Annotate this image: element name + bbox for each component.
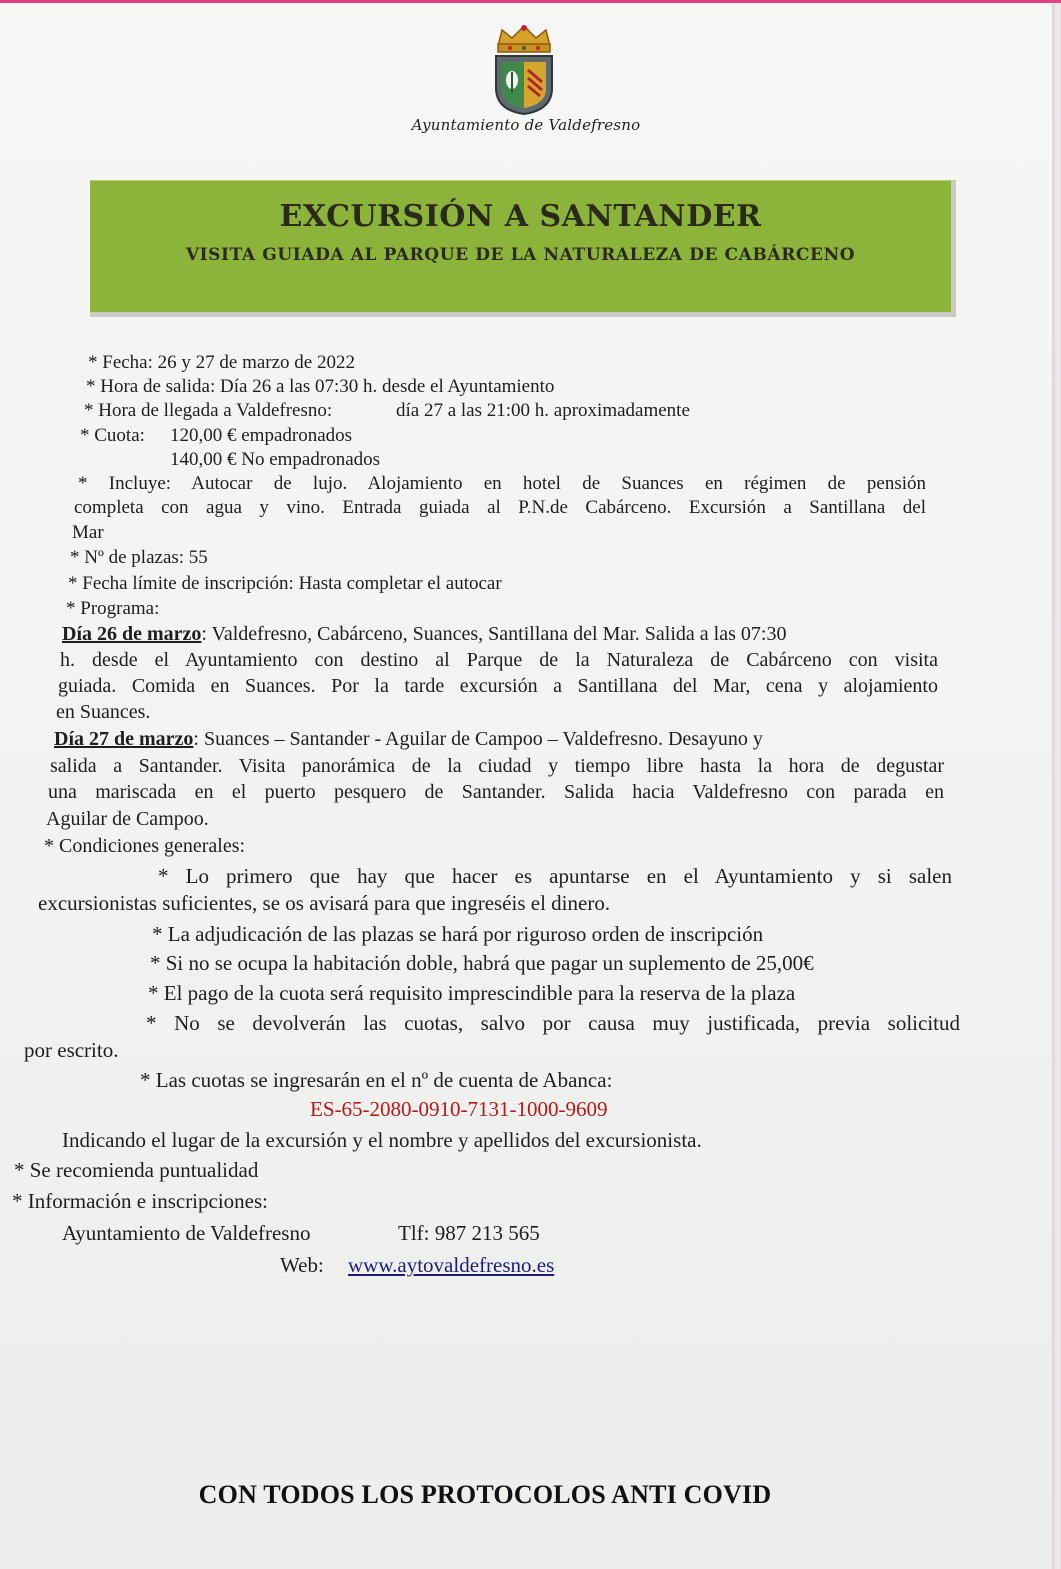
- detail-llegada-label: * Hora de llegada a Valdefresno:: [84, 400, 333, 421]
- program-day1-line3: guiada. Comida en Suances. Por la tarde excursión a Santillana del Mar, cena y alojamiento: [58, 675, 938, 697]
- program-day2-label: Día 27 de marzo: [54, 728, 194, 750]
- condition-1-line2: excursionistas suficientes, se os avisará para que ingreséis el dinero.: [38, 891, 611, 915]
- condition-2: * La adjudicación de las plazas se hará por riguroso orden de inscripción: [152, 922, 764, 946]
- page-subtitle: VISITA GUIADA AL PARQUE DE LA NATURALEZA DE CABÁRCENO: [185, 245, 856, 265]
- punctuality-note: * Se recomienda puntualidad: [14, 1158, 259, 1182]
- program-day2-line4: Aguilar de Campoo.: [46, 808, 209, 830]
- detail-llegada-value: día 27 a las 21:00 h. aproximadamente: [396, 400, 690, 421]
- program-day2-line2: salida a Santander. Visita panorámica de la ciudad y tiempo libre hasta la hora de degustar: [50, 755, 944, 777]
- detail-plazas: * Nº de plazas: 55: [70, 547, 208, 568]
- account-note: Indicando el lugar de la excursión y el nombre y apellidos del excursionista.: [62, 1128, 702, 1152]
- municipal-coat-of-arms-icon: [492, 22, 556, 116]
- program-day1-line2: h. desde el Ayuntamiento con destino al Parque de la Naturaleza de Cabárceno con visita: [60, 649, 938, 671]
- account-number: ES-65-2080-0910-7131-1000-9609: [310, 1097, 608, 1121]
- footer-covid-note: CON TODOS LOS PROTOCOLOS ANTI COVID: [198, 1480, 772, 1509]
- detail-salida: * Hora de salida: Día 26 a las 07:30 h. desde el Ayuntamiento: [86, 376, 555, 397]
- web-label: Web:: [280, 1253, 324, 1277]
- condition-3: * Si no se ocupa la habitación doble, habrá que pagar un suplemento de 25,00€: [150, 951, 814, 975]
- background-strip: [0, 0, 1061, 3]
- condition-1-line1: * Lo primero que hay que hacer es apuntarse en el Ayuntamiento y si salen: [158, 864, 952, 888]
- account-intro: * Las cuotas se ingresarán en el nº de cuenta de Abanca:: [140, 1068, 613, 1092]
- condition-5-line1: * No se devolverán las cuotas, salvo por causa muy justificada, previa solicitud: [146, 1011, 960, 1035]
- organization-name: Ayuntamiento de Valdefresno: [411, 116, 641, 134]
- detail-incluye-1: * Incluye: Autocar de lujo. Alojamiento en hotel de Suances en régimen de pensión: [78, 473, 926, 494]
- program-day1-label: Día 26 de marzo: [62, 623, 202, 645]
- program-day2-line3: una mariscada en el puerto pesquero de Santander. Salida hacia Valdefresno con parada en: [48, 781, 944, 803]
- info-heading: * Información e inscripciones:: [12, 1189, 268, 1213]
- condition-5-line2: por escrito.: [24, 1038, 119, 1062]
- detail-programa: * Programa:: [66, 598, 160, 619]
- detail-incluye-3: Mar: [72, 522, 104, 543]
- contact-phone: Tlf: 987 213 565: [398, 1221, 540, 1245]
- detail-limite: * Fecha límite de inscripción: Hasta completar el autocar: [68, 573, 502, 594]
- detail-incluye-2: completa con agua y vino. Entrada guiada al P.N.de Cabárceno. Excursión a Santillana del: [74, 497, 926, 518]
- program-day1-line4: en Suances.: [56, 701, 151, 723]
- detail-fecha: * Fecha: 26 y 27 de marzo de 2022: [88, 352, 355, 373]
- program-day2-line1: Día 27 de marzo: Suances – Santander - Aguilar de Campoo – Valdefresno. Desayuno y: [54, 728, 763, 750]
- conditions-heading: * Condiciones generales:: [44, 835, 246, 857]
- program-day1-line1: Día 26 de marzo: Valdefresno, Cabárceno, Suances, Santillana del Mar. Salida a las 07:30: [62, 623, 787, 645]
- page-title: EXCURSIÓN A SANTANDER: [279, 199, 762, 234]
- detail-cuota-2: 140,00 € No empadronados: [170, 449, 381, 470]
- contact-organization: Ayuntamiento de Valdefresno: [62, 1221, 311, 1245]
- detail-cuota-label: * Cuota:: [80, 425, 145, 446]
- web-link[interactable]: www.aytovaldefresno.es: [348, 1253, 555, 1277]
- title-banner: [90, 180, 956, 317]
- page-edge: [1052, 0, 1061, 1569]
- detail-cuota-1: 120,00 € empadronados: [170, 425, 353, 446]
- condition-4: * El pago de la cuota será requisito imprescindible para la reserva de la plaza: [148, 981, 796, 1005]
